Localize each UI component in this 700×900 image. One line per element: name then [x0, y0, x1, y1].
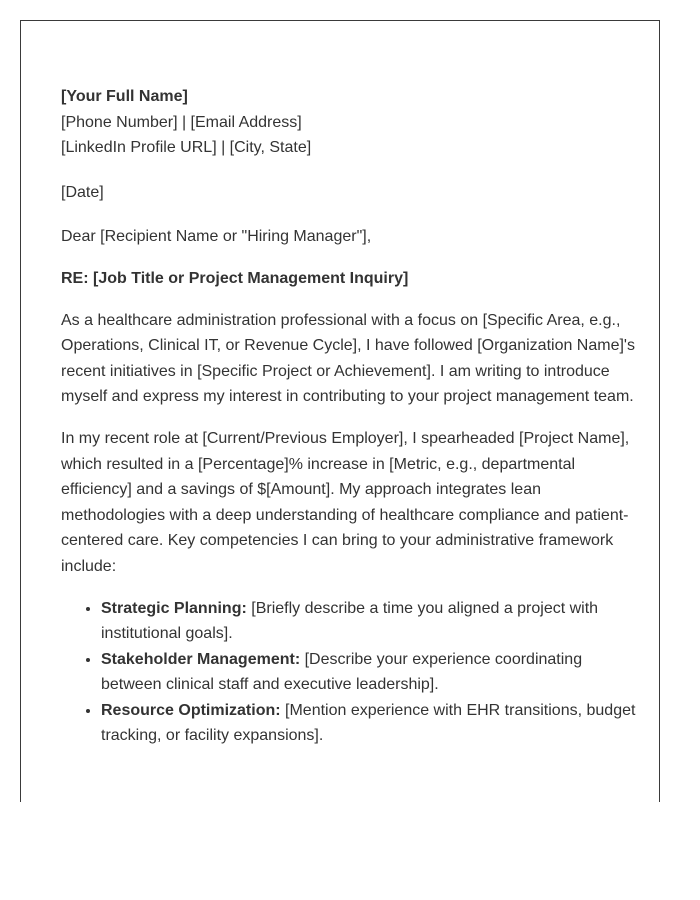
intro-paragraph: As a healthcare administration professional with a focus on [Specific Area, e.g., Operations, Clinical IT, or Revenue Cycle], I have followed [Organization Name]'s recent initiatives in [Specific Project or Achievement]. I am writing to introduce myself and express my interest in contributing to your project management team. [61, 311, 635, 406]
sender-header [61, 84, 636, 161]
subject-line: RE: [Job Title or Project Management Inquiry] [61, 269, 409, 287]
competency-text: [Describe your experience coordinating between clinical staff and executive leadership]. [101, 650, 583, 694]
competency-item-strategic-planning [101, 596, 636, 647]
competencies-list [61, 596, 636, 750]
competency-label: Resource Optimization: [101, 701, 281, 719]
competency-item-resource-optimization [101, 698, 636, 749]
competency-label: Strategic Planning: [101, 599, 247, 617]
sender-contact-line-1: [Phone Number] | [Email Address] [61, 113, 302, 131]
letter-page [20, 20, 660, 802]
salutation: Dear [Recipient Name or "Hiring Manager"], [61, 228, 372, 246]
experience-paragraph: In my recent role at [Current/Previous Employer], I spearheaded [Project Name], which resulted in a [Percentage]% increase in [Metric, e.g., departmental efficiency] and a savings of $[Amount]. My approach integrates lean methodologies with a deep understanding of healthcare compliance and patient-centered care. Key competencies I can bring to your administrative framework include: [61, 429, 630, 575]
competency-text: [Mention experience with EHR transitions, budget tracking, or facility expansions]. [101, 701, 636, 745]
letter-body [61, 84, 636, 749]
competency-text: [Briefly describe a time you aligned a project with institutional goals]. [101, 599, 599, 643]
sender-name: [Your Full Name] [61, 88, 188, 105]
competency-item-stakeholder-management [101, 647, 636, 698]
sender-contact-line-2: [LinkedIn Profile URL] | [City, State] [61, 139, 312, 157]
letter-date: [Date] [61, 183, 104, 201]
competency-label: Stakeholder Management: [101, 650, 301, 668]
